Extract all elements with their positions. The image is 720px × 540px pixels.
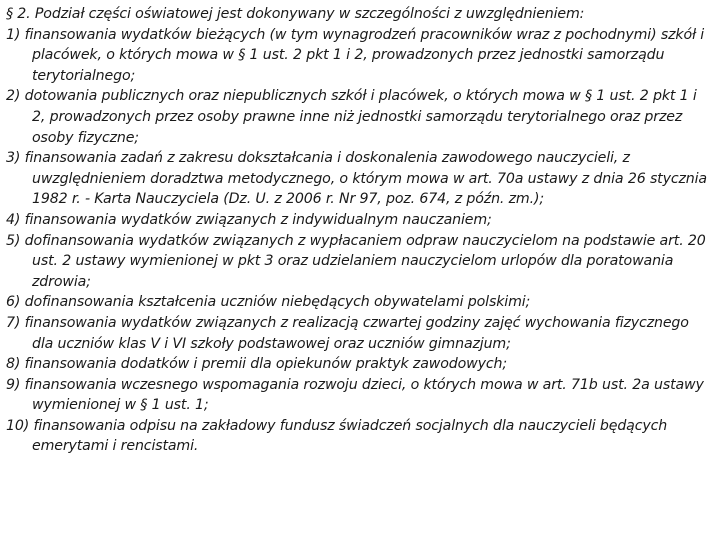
- item-number: 8): [6, 356, 21, 373]
- item-number: 9): [6, 376, 21, 393]
- list-item-7: [6, 313, 714, 354]
- item-text: finansowania wczesnego wspomagania rozwoju dzieci, o których mowa w art. 71b ust. 2a ustawy wymienionej w § 1 ust. 1;: [24, 376, 704, 414]
- item-text: finansowania dodatków i premii dla opiekunów praktyk zawodowych;: [24, 356, 507, 373]
- item-text: dofinansowania wydatków związanych z wypłacaniem odpraw nauczycielom na podstawie art. 20 ust. 2 ustawy wymienionej w pkt 3 oraz udzielaniem nauczycielom urlopów dla poratowania zdrowia;: [24, 232, 706, 290]
- list-item-3: [6, 148, 714, 210]
- list-item-9: [6, 375, 714, 416]
- item-text: finansowania zadań z zakresu dokształcania i doskonalenia zawodowego nauczycieli, z uwzględnieniem doradztwa metodycznego, o którym mowa w art. 70a ustawy z dnia 26 stycznia 1982 r. - Karta Nauczyciela (Dz. U. z 2006 r. Nr 97, poz. 674, z późn. zm.);: [24, 150, 707, 208]
- item-number: 4): [6, 211, 21, 228]
- item-number: 2): [6, 88, 21, 105]
- list-item-8: [6, 354, 714, 375]
- list-item-6: [6, 292, 714, 313]
- item-number: 5): [6, 232, 21, 249]
- item-text: finansowania wydatków związanych z realizacją czwartej godziny zajęć wychowania fizycznego dla uczniów klas V i VI szkoły podstawowej oraz uczniów gimnazjum;: [24, 314, 689, 352]
- list-item-1: [6, 25, 714, 87]
- item-number: 7): [6, 314, 21, 331]
- item-text: finansowania wydatków bieżących (w tym wynagrodzeń pracowników wraz z pochodnymi) szkół i placówek, o których mowa w § 1 ust. 2 pkt 1 i 2, prowadzonych przez jednostki samorządu terytorialnego;: [24, 26, 705, 84]
- list-item-4: [6, 210, 714, 231]
- item-text: finansowania odpisu na zakładowy fundusz świadczeń socjalnych dla nauczycieli będących emerytami i rencistami.: [32, 417, 668, 455]
- item-number: 10): [6, 417, 30, 434]
- item-number: 3): [6, 150, 21, 167]
- section-heading: § 2. Podział części oświatowej jest dokonywany w szczególności z uwzględnieniem:: [6, 6, 585, 22]
- list-item-10: [6, 416, 714, 457]
- list-item-5: [6, 231, 714, 293]
- item-text: dotowania publicznych oraz niepublicznych szkół i placówek, o których mowa w § 1 ust. 2 pkt 1 i 2, prowadzonych przez osoby prawne inne niż jednostki samorządu terytorialnego oraz przez osoby fizyczne;: [24, 88, 697, 146]
- item-text: finansowania wydatków związanych z indywidualnym nauczaniem;: [24, 211, 492, 228]
- item-number: 1): [6, 26, 21, 43]
- document-body: [6, 4, 714, 457]
- item-number: 6): [6, 294, 21, 311]
- item-text: dofinansowania kształcenia uczniów niebędących obywatelami polskimi;: [24, 294, 531, 311]
- list-item-2: [6, 86, 714, 148]
